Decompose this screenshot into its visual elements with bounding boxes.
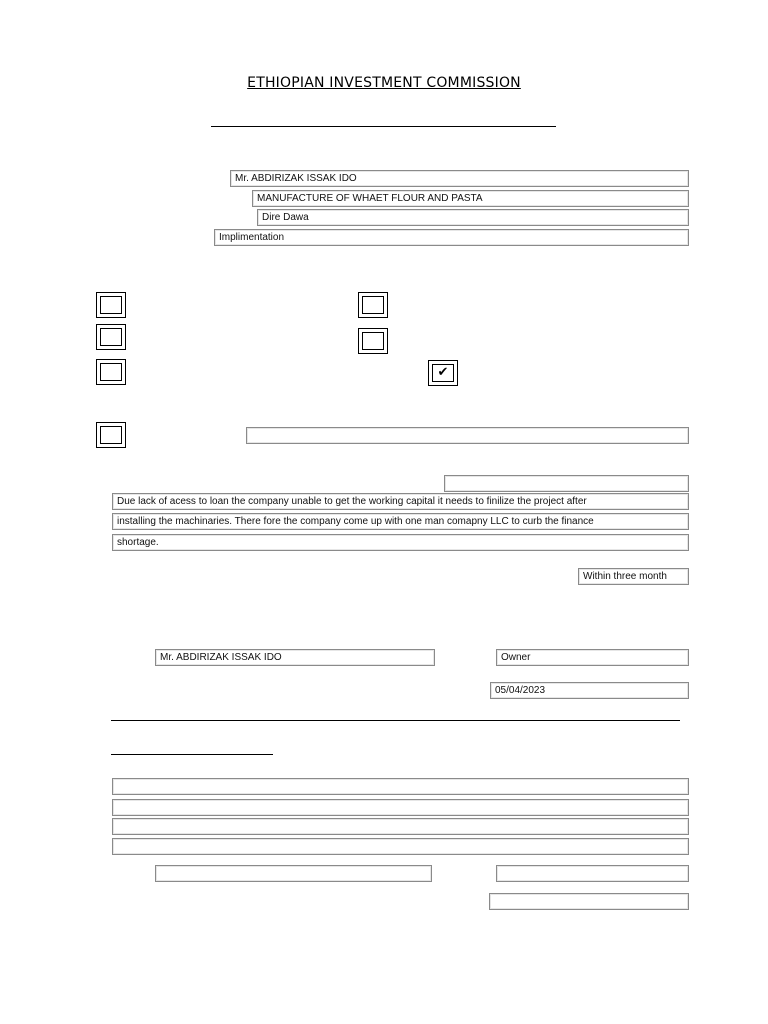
reason-extra-field[interactable]: [444, 475, 689, 492]
office-line-4-field[interactable]: [112, 838, 689, 855]
period-field[interactable]: Within three month: [578, 568, 689, 585]
option-checkbox-3[interactable]: [96, 324, 126, 350]
reason-line-3-field[interactable]: shortage.: [112, 534, 689, 551]
option-checkbox-2[interactable]: [358, 292, 388, 318]
office-name-field[interactable]: [155, 865, 432, 882]
section-divider: [111, 720, 680, 721]
office-line-3-field[interactable]: [112, 818, 689, 835]
signatory-name-field[interactable]: Mr. ABDIRIZAK ISSAK IDO: [155, 649, 435, 666]
project-stage-field[interactable]: Implimentation: [214, 229, 689, 246]
page-title: [0, 75, 768, 91]
office-position-field[interactable]: [496, 865, 689, 882]
office-date-field[interactable]: [489, 893, 689, 910]
title-rule: [211, 126, 556, 127]
investment-activity-field[interactable]: MANUFACTURE OF WHAET FLOUR AND PASTA: [252, 190, 689, 207]
project-location-field[interactable]: Dire Dawa: [257, 209, 689, 226]
checkmark-icon: ✔: [437, 365, 449, 380]
applicant-name-field[interactable]: Mr. ABDIRIZAK ISSAK IDO: [230, 170, 689, 187]
option-checkbox-5[interactable]: [96, 359, 126, 385]
office-line-2-field[interactable]: [112, 799, 689, 816]
option-checkbox-other[interactable]: [96, 422, 126, 448]
office-use-heading-rule: [111, 754, 273, 755]
option-checkbox-4[interactable]: [358, 328, 388, 354]
office-line-1-field[interactable]: [112, 778, 689, 795]
reason-line-1-field[interactable]: Due lack of acess to loan the company unable to get the working capital it needs to finilize the project after: [112, 493, 689, 510]
reason-line-2-field[interactable]: installing the machinaries. There fore the company come up with one man comapny LLC to curb the finance: [112, 513, 689, 530]
signatory-date-field[interactable]: 05/04/2023: [490, 682, 689, 699]
signatory-position-field[interactable]: Owner: [496, 649, 689, 666]
title-text: ETHIOPIAN INVESTMENT COMMISSION: [247, 75, 521, 91]
option-checkbox-6-checked[interactable]: [428, 360, 458, 386]
option-checkbox-1[interactable]: [96, 292, 126, 318]
other-specify-field[interactable]: [246, 427, 689, 444]
